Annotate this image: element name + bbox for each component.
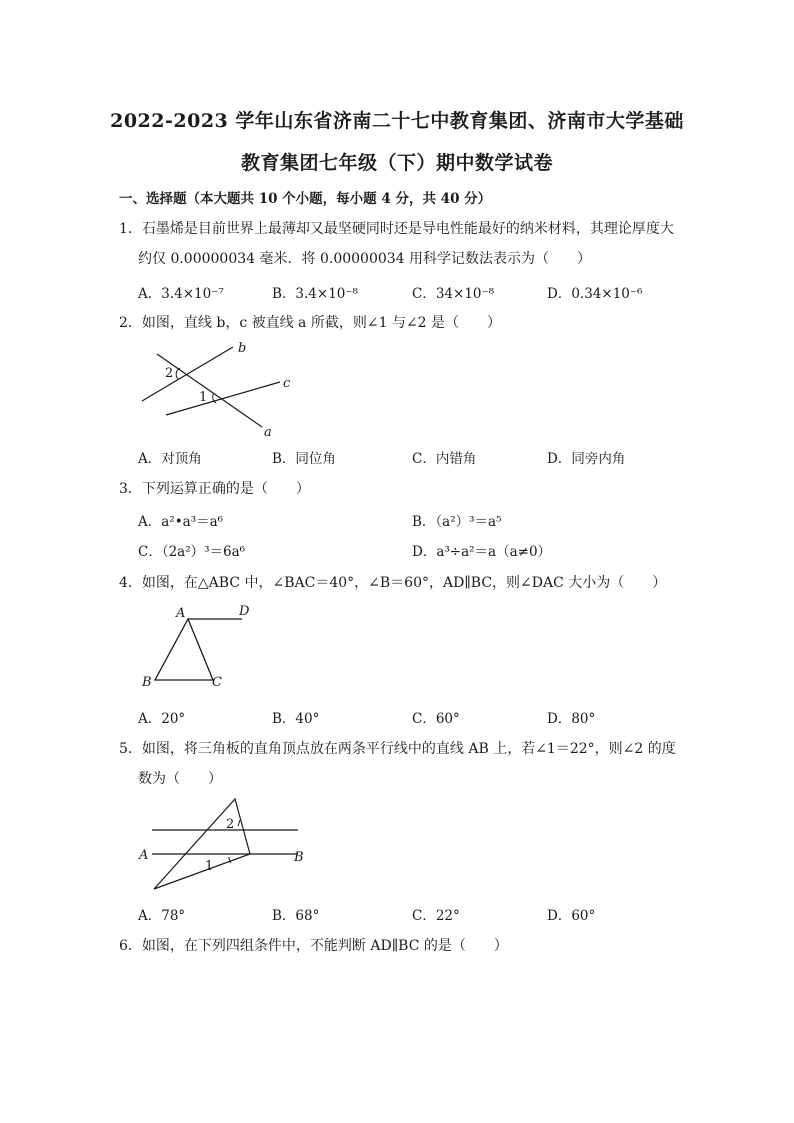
q2-label-2: 2	[165, 366, 174, 381]
q6-stem: 6．如图，在下列四组条件中，不能判断 AD∥BC 的是（ ）	[119, 938, 508, 954]
q2-stem: 2．如图，直线 b，c 被直线 a 所截，则∠1 与∠2 是（ ）	[119, 315, 502, 331]
q5-option-c: C．22°	[412, 908, 460, 924]
q4-label-b: B	[142, 675, 152, 690]
q3-option-c: C．（2a²）³＝6a⁶	[138, 544, 246, 560]
section-heading: 一、选择题（本大题共 10 个小题，每小题 4 分，共 40 分）	[119, 191, 492, 207]
q4-option-c: C．60°	[412, 711, 460, 727]
q4-option-d: D．80°	[547, 711, 596, 727]
q1-option-b: B．3.4×10⁻⁸	[272, 286, 358, 302]
q2-label-c: c	[283, 376, 291, 391]
q5-set-square	[154, 799, 250, 889]
q4-label-d: D	[239, 604, 250, 619]
page-title-line1: 2022-2023 学年山东省济南二十七中教育集团、济南市大学基础	[110, 110, 684, 132]
q4-label-c: C	[212, 675, 222, 690]
q2-option-d: D．同旁内角	[547, 451, 626, 467]
q1-option-d: D．0.34×10⁻⁶	[547, 286, 643, 302]
q3-option-a: A．a²•a³＝a⁶	[138, 514, 224, 530]
q5-label-a: A	[139, 848, 149, 863]
q4-option-b: B．40°	[272, 711, 320, 727]
q1-option-c: C．34×10⁻⁸	[412, 286, 495, 302]
q5-label-2: 2	[226, 817, 235, 832]
q4-label-a: A	[176, 606, 186, 621]
q2-figure	[130, 335, 300, 445]
q5-stem-line1: 5．如图，将三角板的直角顶点放在两条平行线中的直线 AB 上，若∠1＝22°，则∠2 的度	[119, 741, 676, 757]
q4-option-a: A．20°	[138, 711, 186, 727]
q5-option-a: A．78°	[138, 908, 186, 924]
q4-triangle-abc	[155, 619, 213, 680]
q5-label-b: B	[294, 850, 304, 865]
q4-figure	[138, 598, 263, 694]
q2-option-a: A．对顶角	[138, 451, 202, 467]
q3-option-b: B．（a²）³＝a⁵	[412, 514, 502, 530]
q5-stem-line2: 数为（ ）	[138, 771, 222, 787]
q5-figure	[134, 793, 314, 895]
q5-label-1: 1	[205, 859, 214, 874]
q2-label-1: 1	[199, 390, 208, 405]
q2-option-b: B．同位角	[272, 451, 336, 467]
q2-label-b: b	[238, 341, 247, 356]
q2-line-b	[142, 347, 233, 401]
q5-angle2-arc	[238, 820, 240, 826]
q2-option-c: C．内错角	[412, 451, 477, 467]
q1-stem-line2: 约仅 0.00000034 毫米．将 0.00000034 用科学记数法表示为（ ）	[138, 251, 592, 267]
q1-stem-line1: 1．石墨烯是目前世界上最薄却又最坚硬同时还是导电性能最好的纳米材料，其理论厚度大	[119, 221, 674, 237]
page-title-line2: 教育集团七年级（下）期中数学试卷	[240, 152, 553, 174]
q5-option-b: B．68°	[272, 908, 320, 924]
q2-line-c	[166, 382, 280, 415]
q5-option-d: D．60°	[547, 908, 596, 924]
q4-stem: 4．如图，在△ABC 中，∠BAC＝40°，∠B＝60°，AD∥BC，则∠DAC 大小为（ ）	[119, 575, 667, 591]
q1-option-a: A．3.4×10⁻⁷	[138, 286, 224, 302]
q3-option-d: D．a³÷a²＝a（a≠0）	[412, 544, 552, 560]
q2-line-a	[157, 354, 262, 427]
q3-stem: 3．下列运算正确的是（ ）	[119, 481, 310, 497]
q2-label-a: a	[264, 425, 272, 440]
